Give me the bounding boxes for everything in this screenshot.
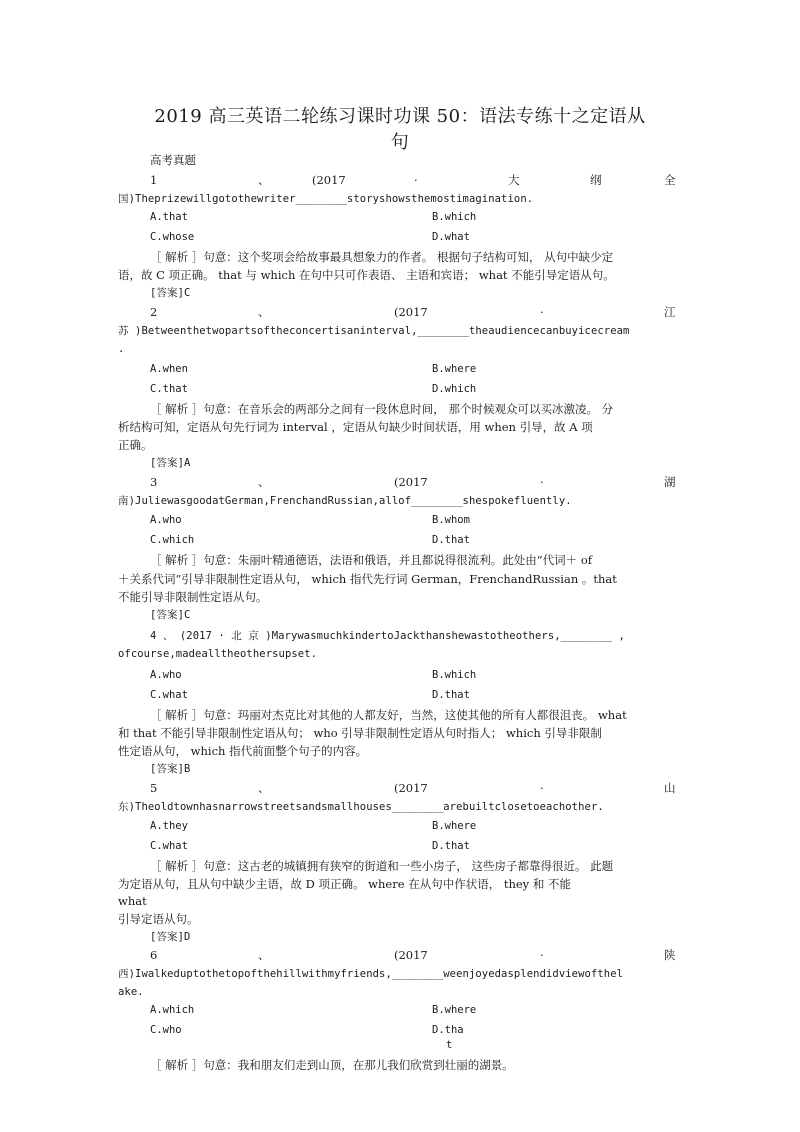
question-stem-text: 4 、 (2017 · 北 京 )MarywasmuchkindertoJackthanshewastotheothers,________ , xyxy=(150,630,625,642)
option-a: A.which xyxy=(150,1004,195,1016)
question-source: 大 xyxy=(508,173,520,187)
answer-line: [答案]A xyxy=(150,457,191,469)
analysis-line: what xyxy=(118,894,147,908)
answer-line: [答案]B xyxy=(150,763,191,775)
question-year: (2017 xyxy=(394,475,428,489)
question-year: (2017 xyxy=(394,948,428,962)
analysis-line: ［ 解析 ］句意：玛丽对杰克比对其他的人都友好，当然，这使其他的所有人都很沮丧。 what xyxy=(150,708,627,722)
question-dot: · xyxy=(540,781,544,795)
question-stem: 东)Theoldtownhasnarrowstreetsandsmallhouses________arebuiltclosetoeachother. xyxy=(118,801,604,813)
option-b: B.which xyxy=(432,211,477,223)
option-c: C.whose xyxy=(150,231,195,243)
question-dot: · xyxy=(540,305,544,319)
analysis-line: ＋关系代词”引导非限制性定语从句， which 指代先行词 German，FrenchandRussian 。that xyxy=(118,572,617,586)
question-source: 纲 xyxy=(590,173,602,187)
question-separator: 、 xyxy=(258,948,270,962)
option-d-wrapped-tail: t xyxy=(446,1039,453,1051)
question-separator: 、 xyxy=(258,475,270,489)
analysis-line: ［ 解析 ］句意：这古老的城镇拥有狭窄的街道和一些小房子， 这些房子都靠得很近。 此题 xyxy=(150,859,614,873)
question-dot: · xyxy=(414,173,418,187)
option-b: B.where xyxy=(432,820,477,832)
option-a: A.when xyxy=(150,363,188,375)
analysis-line: 语，故 C 项正确。 that 与 which 在句中只可作表语、 主语和宾语； what 不能引导定语从句。 xyxy=(118,268,615,282)
question-stem: 西)Iwalkeduptothetopofthehillwithmyfriends,________weenjoyedasplendidviewofthel xyxy=(118,968,624,980)
analysis-line: 不能引导非限制性定语从句。 xyxy=(118,590,268,604)
option-b: B.where xyxy=(432,1004,477,1016)
answer-line: [答案]C xyxy=(150,287,191,299)
question-separator: 、 xyxy=(258,781,270,795)
question-separator: 、 xyxy=(258,305,270,319)
option-c: C.what xyxy=(150,689,188,701)
answer-line: [答案]D xyxy=(150,931,191,943)
analysis-line: ［ 解析 ］句意：我和朋友们走到山顶，在那儿我们欣赏到壮丽的湖景。 xyxy=(150,1058,514,1072)
question-stem xyxy=(150,628,625,643)
question-number: 6 xyxy=(150,948,158,962)
option-d: D.which xyxy=(432,383,477,395)
question-separator: 、 xyxy=(258,173,270,187)
question-stem: 国)Theprizewillgotothewriter________storyshowsthemostimagination. xyxy=(118,193,534,205)
analysis-line: ［ 解析 ］句意：朱丽叶精通德语，法语和俄语，并且都说得很流利。此处由“代词＋ of xyxy=(150,553,593,567)
section-label: 高考真题 xyxy=(150,153,196,167)
question-number: 5 xyxy=(150,781,158,795)
option-b: B.whom xyxy=(432,514,470,526)
question-stem: 南)JuliewasgoodatGerman,FrenchandRussian,allof________shespokefluently. xyxy=(118,495,572,507)
option-b: B.which xyxy=(432,669,477,681)
question-stem-continued: ofcourse,madealltheothersupset. xyxy=(118,648,318,660)
question-number: 2 xyxy=(150,305,158,319)
page-title: 2019 高三英语二轮练习课时功课 50：语法专练十之定语从 xyxy=(154,106,646,127)
option-a: A.they xyxy=(150,820,188,832)
option-d: D.that xyxy=(432,534,470,546)
option-c: C.who xyxy=(150,1024,182,1036)
analysis-line: 性定语从句， which 指代前面整个句子的内容。 xyxy=(118,744,368,758)
question-source: 全 xyxy=(664,173,676,187)
analysis-line: ［ 解析 ］句意：在音乐会的两部分之间有一段休息时间， 那个时候观众可以买冰激凌。 分 xyxy=(150,402,614,416)
question-stem-continued: ake. xyxy=(118,986,144,998)
question-number: 1 xyxy=(150,173,158,187)
question-source: 江 xyxy=(664,305,676,319)
option-c: C.that xyxy=(150,383,188,395)
question-number: 3 xyxy=(150,475,158,489)
question-year: (2017 xyxy=(394,305,428,319)
analysis-line: 和 that 不能引导非限制性定语从句； who 引导非限制性定语从句时指人； which 引导非限制 xyxy=(118,726,602,740)
question-year: (2017 xyxy=(312,173,346,187)
question-dot: · xyxy=(540,948,544,962)
option-a: A.who xyxy=(150,514,182,526)
analysis-line: 正确。 xyxy=(118,438,153,452)
option-a: A.who xyxy=(150,669,182,681)
analysis-line: 引导定语从句。 xyxy=(118,912,199,926)
analysis-line: ［ 解析 ］句意：这个奖项会给故事最具想象力的作者。 根据句子结构可知， 从句中缺少定 xyxy=(150,250,614,264)
question-stem: 苏 )Betweenthetwopartsoftheconcertisaninterval,________theaudiencecanbuyicecream xyxy=(118,325,630,337)
option-d: D.what xyxy=(432,231,470,243)
question-source: 湖 xyxy=(664,475,676,489)
option-d: D.that xyxy=(432,689,470,701)
question-dot: · xyxy=(540,475,544,489)
question-stem-continued: . xyxy=(118,343,125,355)
option-d: D.that xyxy=(432,840,470,852)
question-year: (2017 xyxy=(394,781,428,795)
question-source: 陕 xyxy=(664,948,676,962)
answer-line: [答案]C xyxy=(150,609,191,621)
option-b: B.where xyxy=(432,363,477,375)
option-a: A.that xyxy=(150,211,188,223)
option-c: C.which xyxy=(150,534,195,546)
analysis-line: 析结构可知，定语从句先行词为 interval ，定语从句缺少时间状语，用 when 引导，故 A 项 xyxy=(118,420,593,434)
question-source: 山 xyxy=(664,781,676,795)
option-c: C.what xyxy=(150,840,188,852)
analysis-line: 为定语从句，且从句中缺少主语，故 D 项正确。 where 在从句中作状语， they 和 不能 xyxy=(118,877,571,891)
option-d: D.tha xyxy=(432,1024,464,1036)
page-title-continued: 句 xyxy=(390,132,410,153)
